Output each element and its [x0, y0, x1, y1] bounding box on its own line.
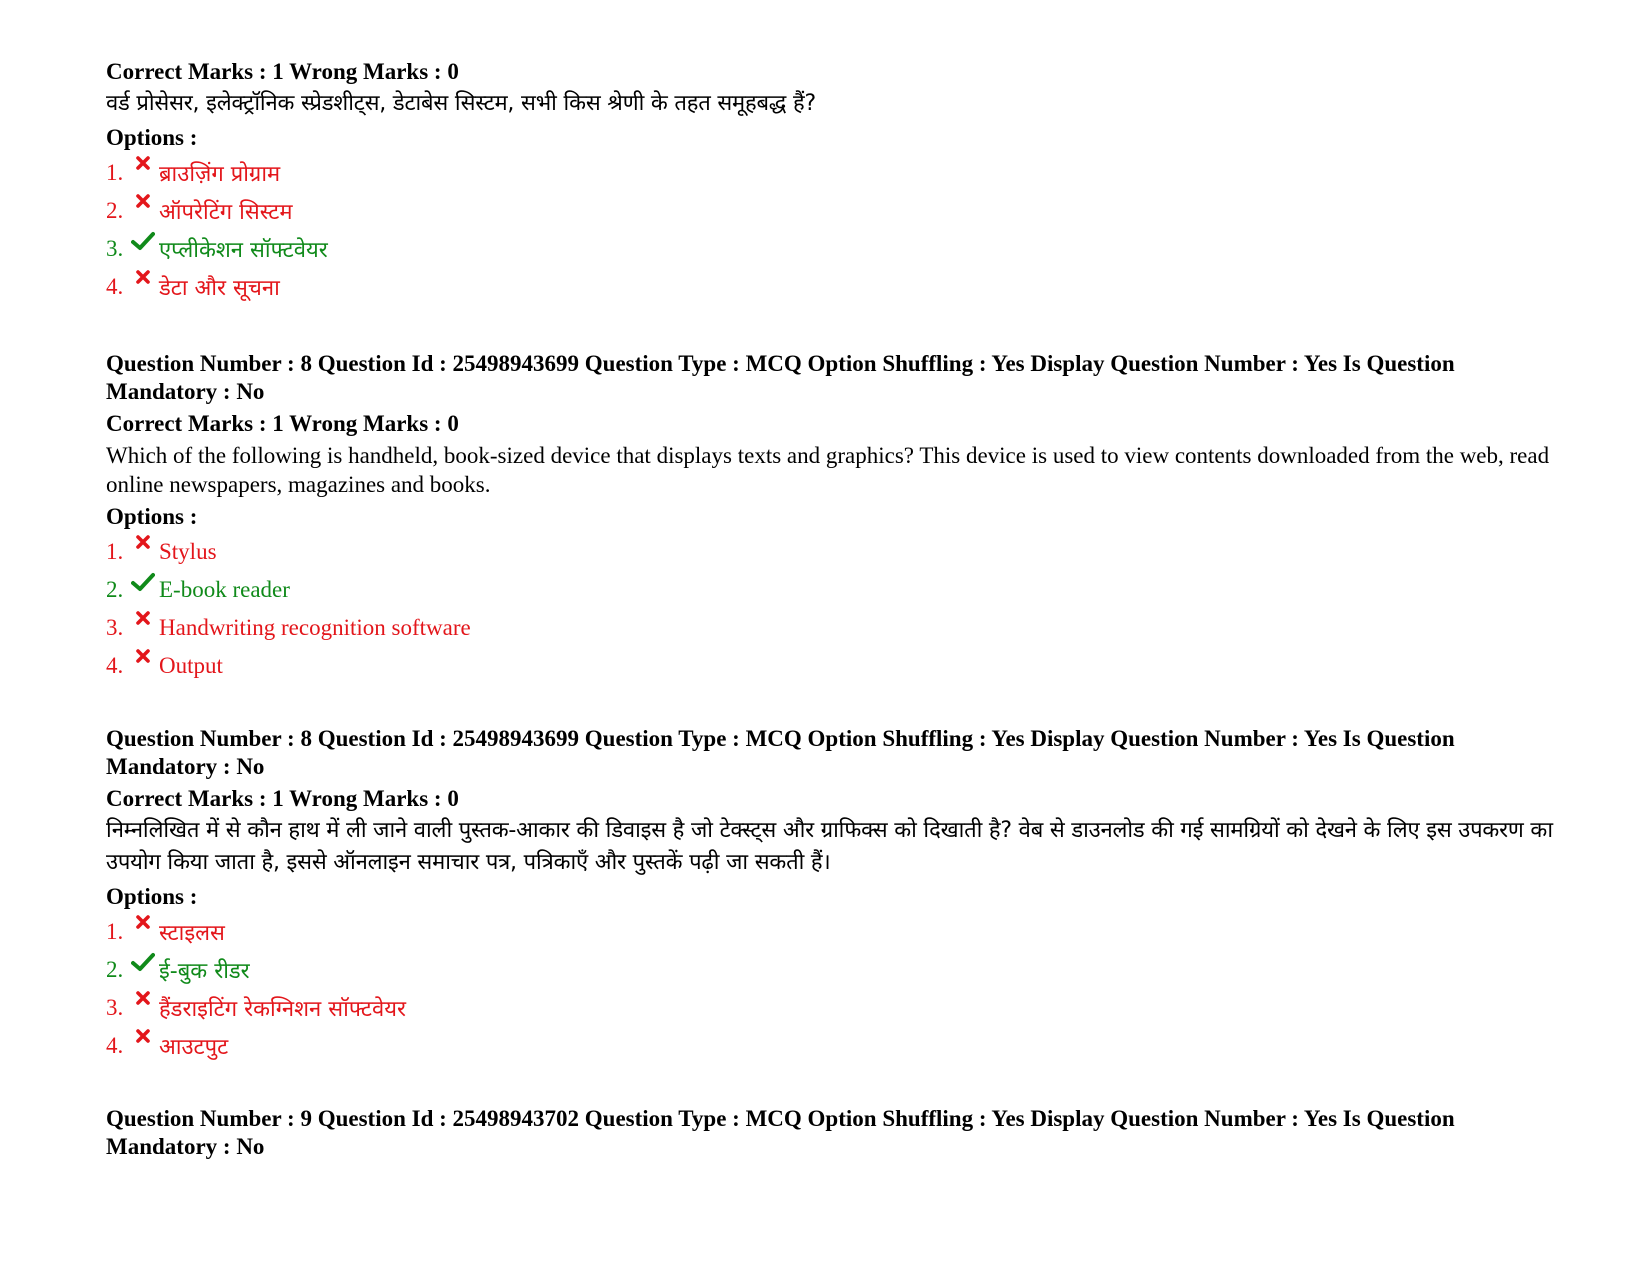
- question-block-8-english: [106, 350, 1556, 685]
- option-number: 4.: [106, 274, 124, 299]
- cross-icon: [131, 193, 155, 217]
- option-number: 3.: [106, 615, 124, 640]
- option-number: 1.: [106, 919, 124, 944]
- options-list: [106, 913, 1556, 1065]
- option-number: 3.: [106, 236, 124, 261]
- cross-icon: [131, 155, 155, 179]
- option-number: 2.: [106, 198, 124, 223]
- question-meta: Question Number : 8 Question Id : 25498943699 Question Type : MCQ Option Shuffling : Yes Display Question Number : Yes Is Question Mandatory : No: [106, 726, 1455, 779]
- cross-icon: [131, 534, 155, 558]
- cross-icon: [131, 610, 155, 634]
- option-text: आउटपुट: [159, 1035, 229, 1060]
- check-icon: [131, 572, 155, 596]
- option-item: [106, 1027, 1556, 1065]
- option-text: हैंडराइटिंग रेकग्निशन सॉफ्टवेयर: [159, 997, 406, 1022]
- option-item: [106, 192, 1556, 230]
- cross-icon: [131, 914, 155, 938]
- option-text: डेटा और सूचना: [159, 276, 280, 301]
- option-text: Stylus: [159, 539, 217, 564]
- option-text: Output: [159, 653, 223, 678]
- option-item: [106, 647, 1556, 685]
- document-page: [106, 58, 1556, 1161]
- option-text: Handwriting recognition software: [159, 615, 471, 640]
- marks-line: Correct Marks : 1 Wrong Marks : 0: [106, 411, 459, 436]
- marks-line: Correct Marks : 1 Wrong Marks : 0: [106, 786, 459, 811]
- option-item: [106, 268, 1556, 306]
- cross-icon: [131, 1028, 155, 1052]
- question-text: निम्नलिखित में से कौन हाथ में ली जाने वाली पुस्तक-आकार की डिवाइस है जो टेक्स्ट्स और ग्राफिक्स को दिखाती है? वेब से डाउनलोड की गई सामग्रियों को देखने के लिए इस उपकरण का उपयोग किया जाता है, इससे ऑनलाइन समाचार पत्र, पत्रिकाएँ और पुस्तकें पढ़ी जा सकती हैं।: [106, 818, 1553, 875]
- options-label: Options :: [106, 504, 198, 529]
- option-item: [106, 571, 1556, 609]
- question-text: Which of the following is handheld, book-sized device that displays texts and graphics? This device is used to view contents downloaded from the web, read online newspapers, magazines and books.: [106, 443, 1550, 497]
- option-text: E-book reader: [159, 577, 290, 602]
- option-number: 4.: [106, 1033, 124, 1058]
- option-item: [106, 230, 1556, 268]
- check-icon: [131, 952, 155, 976]
- options-label: Options :: [106, 884, 198, 909]
- option-number: 2.: [106, 577, 124, 602]
- check-icon: [131, 231, 155, 255]
- question-meta: Question Number : 9 Question Id : 25498943702 Question Type : MCQ Option Shuffling : Yes Display Question Number : Yes Is Question Mandatory : No: [106, 1106, 1455, 1159]
- options-list: [106, 154, 1556, 306]
- cross-icon: [131, 269, 155, 293]
- option-number: 4.: [106, 653, 124, 678]
- option-number: 1.: [106, 160, 124, 185]
- option-number: 1.: [106, 539, 124, 564]
- cross-icon: [131, 990, 155, 1014]
- marks-line: Correct Marks : 1 Wrong Marks : 0: [106, 59, 459, 84]
- question-text: वर्ड प्रोसेसर, इलेक्ट्रॉनिक स्प्रेडशीट्स, डेटाबेस सिस्टम, सभी किस श्रेणी के तहत समूहबद्ध हैं?: [106, 91, 816, 116]
- question-block-7-hindi: [106, 58, 1556, 306]
- option-item: [106, 989, 1556, 1027]
- option-item: [106, 913, 1556, 951]
- option-item: [106, 951, 1556, 989]
- cross-icon: [131, 648, 155, 672]
- option-number: 3.: [106, 995, 124, 1020]
- options-list: [106, 533, 1556, 685]
- option-item: [106, 154, 1556, 192]
- option-text: ई-बुक रीडर: [159, 959, 250, 984]
- option-text: स्टाइलस: [159, 921, 225, 946]
- option-text: एप्लीकेशन सॉफ्टवेयर: [159, 238, 328, 263]
- option-number: 2.: [106, 957, 124, 982]
- question-block-9: [106, 1105, 1556, 1161]
- option-text: ऑपरेटिंग सिस्टम: [159, 200, 293, 225]
- option-text: ब्राउज़िंग प्रोग्राम: [159, 162, 281, 187]
- option-item: [106, 533, 1556, 571]
- option-item: [106, 609, 1556, 647]
- question-block-8-hindi: [106, 725, 1556, 1065]
- options-label: Options :: [106, 125, 198, 150]
- question-meta: Question Number : 8 Question Id : 25498943699 Question Type : MCQ Option Shuffling : Yes Display Question Number : Yes Is Question Mandatory : No: [106, 351, 1455, 404]
